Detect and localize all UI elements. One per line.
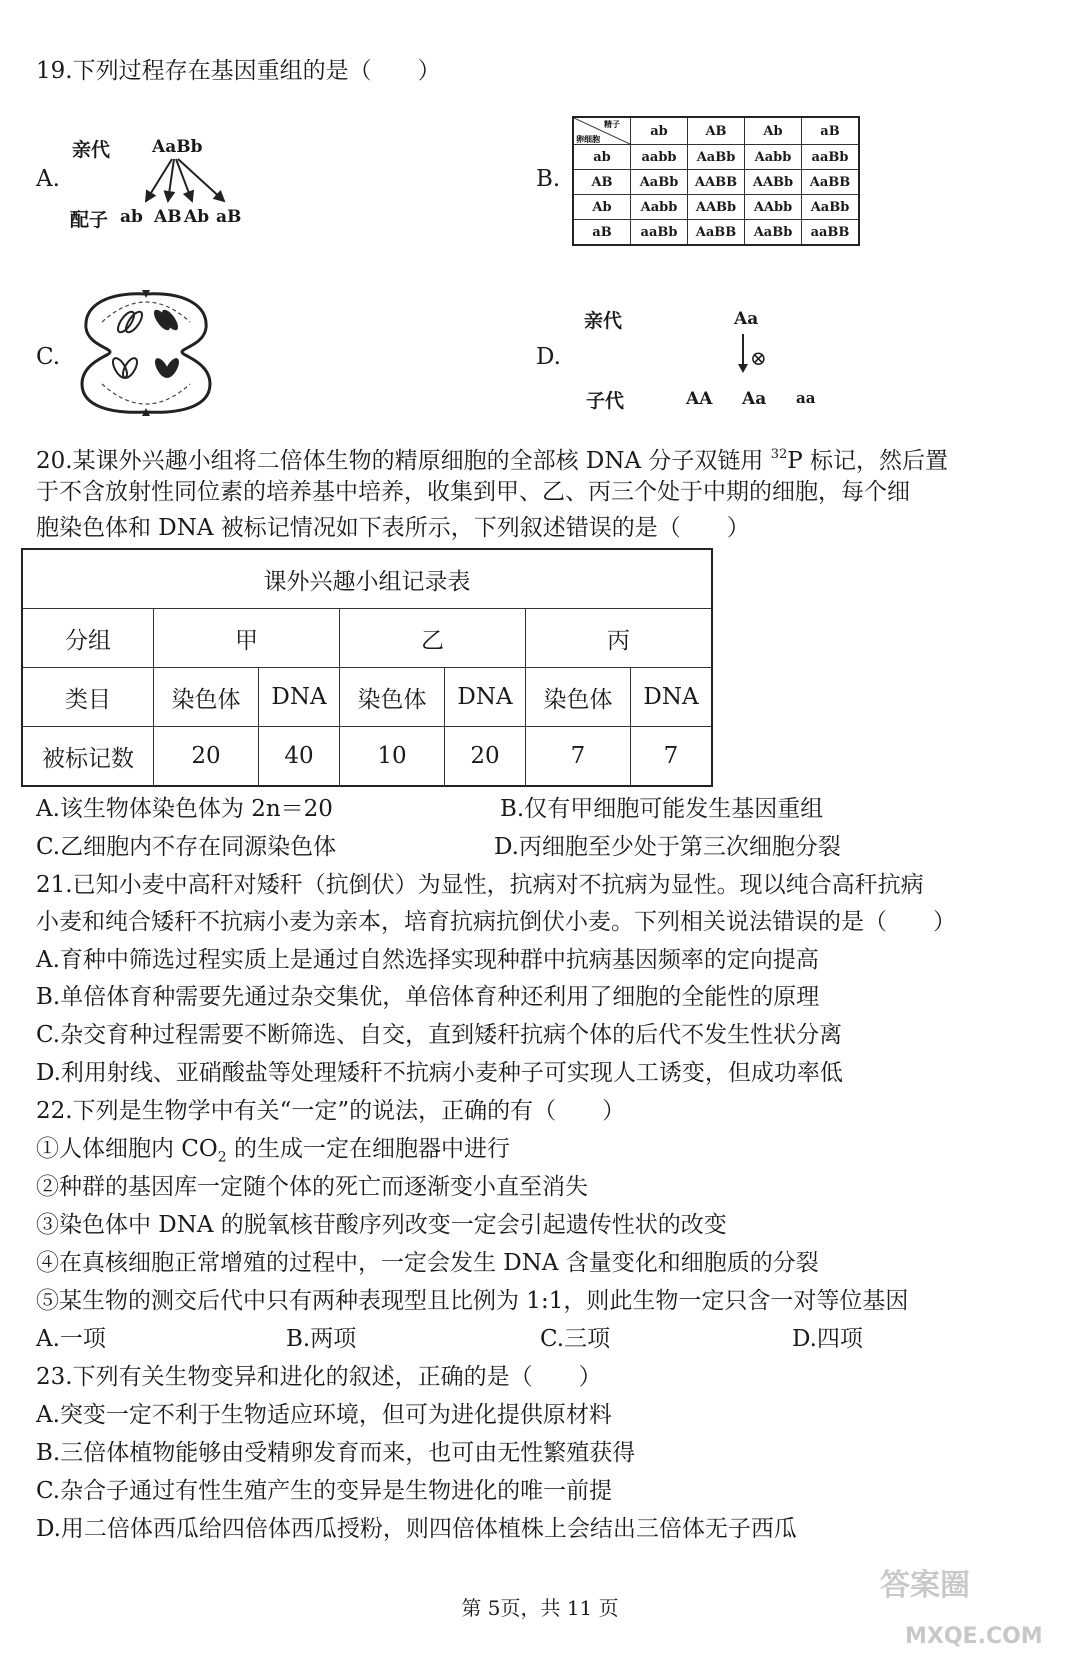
q23-stem: 23.下列有关生物变异和进化的叙述，正确的是（ ） [36, 1364, 602, 1390]
selfing-icon: ⊗ [750, 346, 767, 370]
q22-stem: 22.下列是生物学中有关“一定”的说法，正确的有（ ） [36, 1098, 626, 1124]
q21-option-c: C.杂交育种过程需要不断筛选、自交，直到矮秆抗病个体的后代不发生性状分离 [36, 1022, 843, 1048]
q22-statement-4: ④在真核细胞正常增殖的过程中，一定会发生 DNA 含量变化和细胞质的分裂 [36, 1250, 819, 1276]
watermark-logo: 答案圈 [880, 1568, 970, 1603]
count-cell: 10 [340, 727, 445, 787]
q23-option-c: C.杂合子通过有性生殖产生的变异是生物进化的唯一前提 [36, 1478, 613, 1504]
item-header: DNA [445, 668, 526, 727]
q19-option-c-label: C. [36, 344, 61, 370]
group-header: 乙 [340, 609, 526, 668]
item-header: 染色体 [154, 668, 259, 727]
d-offspring-label: 子代 [586, 390, 625, 412]
col-header: ab [631, 117, 688, 145]
q21-option-b: B.单倍体育种需要先通过杂交集优，单倍体育种还利用了细胞的全能性的原理 [36, 984, 820, 1010]
q20-stem-line2: 于不含放射性同位素的培养基中培养，收集到甲、乙、丙三个处于中期的细胞，每个细 [36, 479, 910, 505]
q22-option-b: B.两项 [286, 1326, 357, 1352]
cell: aaBb [631, 220, 688, 246]
gamete-1: ab [120, 207, 143, 227]
cell: AaBB [802, 170, 860, 195]
cell: AABB [688, 170, 745, 195]
q19-option-b-label: B. [536, 166, 561, 192]
q21-stem-line2: 小麦和纯合矮秆不抗病小麦为亲本，培育抗病抗倒伏小麦。下列相关说法错误的是（ ） [36, 909, 956, 935]
cell: aaBB [802, 220, 860, 246]
row-header: aB [573, 220, 631, 246]
cell: aabb [631, 145, 688, 170]
cell: AAbb [745, 195, 802, 220]
watermark-site: MXQE.COM [905, 1624, 1043, 1649]
record-table-title: 课外兴趣小组记录表 [22, 549, 712, 609]
q20-option-b: B.仅有甲细胞可能发生基因重组 [500, 796, 824, 822]
punnett-table [572, 116, 860, 246]
gamete-4: aB [216, 207, 242, 227]
cell: Aabb [631, 195, 688, 220]
q22-statement-2: ②种群的基因库一定随个体的死亡而逐渐变小直至消失 [36, 1174, 588, 1200]
gamete-2: AB [154, 207, 182, 227]
cell: Aabb [745, 145, 802, 170]
q20-option-a: A.该生物体染色体为 2n＝20 [36, 796, 333, 822]
q19-option-a-label: A. [36, 166, 60, 192]
q21-option-a: A.育种中筛选过程实质上是通过自然选择实现种群中抗病基因频率的定向提高 [36, 947, 819, 973]
d-parent-label: 亲代 [584, 310, 623, 332]
gamete-3: Ab [184, 207, 210, 227]
item-header: 染色体 [340, 668, 445, 727]
group-header: 丙 [526, 609, 713, 668]
gamete-label: 配子 [70, 209, 109, 231]
count-cell: 7 [631, 727, 713, 787]
cell: AaBB [688, 220, 745, 246]
q22-option-d: D.四项 [792, 1326, 863, 1352]
col-header: AB [688, 117, 745, 145]
q19-stem: 19.下列过程存在基因重组的是（ ） [36, 58, 441, 84]
item-header: DNA [631, 668, 713, 727]
item-label: 类目 [22, 668, 154, 727]
cell: AABb [688, 195, 745, 220]
cell: AaBb [802, 195, 860, 220]
corner-top-text: 精子 [604, 119, 620, 129]
parent-genotype: AaBb [152, 137, 203, 157]
cell-division-figure [76, 288, 216, 418]
offspring-2: Aa [742, 389, 767, 409]
row-header: ab [573, 145, 631, 170]
q20-stem-line1: 20.某课外兴趣小组将二倍体生物的精原细胞的全部核 DNA 分子双链用 $^{32}$P 标记，然后置 [36, 447, 949, 474]
count-cell: 40 [259, 727, 340, 787]
q19-option-d-label: D. [536, 344, 561, 370]
punnett-corner [573, 117, 631, 145]
q21-option-d: D.利用射线、亚硝酸盐等处理矮秆不抗病小麦种子可实现人工诱变，但成功率低 [36, 1060, 843, 1086]
group-header: 甲 [154, 609, 340, 668]
cell: AaBb [631, 170, 688, 195]
d-parent-genotype: Aa [734, 309, 759, 329]
q22-statement-5: ⑤某生物的测交后代中只有两种表现型且比例为 1:1，则此生物一定只含一对等位基因 [36, 1288, 909, 1314]
cell: AABb [745, 170, 802, 195]
offspring-3: aa [796, 389, 816, 407]
q22-statement-3: ③染色体中 DNA 的脱氧核苷酸序列改变一定会引起遗传性状的改变 [36, 1212, 727, 1238]
q23-option-b: B.三倍体植物能够由受精卵发育而来，也可由无性繁殖获得 [36, 1440, 636, 1466]
down-arrow-icon [736, 334, 750, 374]
count-cell: 7 [526, 727, 631, 787]
corner-bottom-text: 卵细胞 [576, 134, 600, 144]
item-header: DNA [259, 668, 340, 727]
q21-stem-line1: 21.已知小麦中高秆对矮秆（抗倒伏）为显性，抗病对不抗病为显性。现以纯合高秆抗病 [36, 872, 924, 898]
row-header: AB [573, 170, 631, 195]
q22-statement-1: ①人体细胞内 $CO_2$ 的生成一定在细胞器中进行 [36, 1136, 510, 1166]
cell: AaBb [745, 220, 802, 246]
q19-figure-a [36, 135, 296, 255]
col-header: aB [802, 117, 860, 145]
gamete-arrows [132, 157, 242, 205]
item-header: 染色体 [526, 668, 631, 727]
count-cell: 20 [445, 727, 526, 787]
q20-option-d: D.丙细胞至少处于第三次细胞分裂 [494, 834, 841, 860]
q23-option-a: A.突变一定不利于生物适应环境，但可为进化提供原材料 [36, 1402, 612, 1428]
q23-option-d: D.用二倍体西瓜给四倍体西瓜授粉，则四倍体植株上会结出三倍体无子西瓜 [36, 1516, 797, 1542]
parent-label: 亲代 [72, 139, 111, 161]
cell: AaBb [688, 145, 745, 170]
count-label: 被标记数 [22, 727, 154, 787]
row-header: Ab [573, 195, 631, 220]
count-cell: 20 [154, 727, 259, 787]
record-table [21, 548, 713, 787]
group-label: 分组 [22, 609, 154, 668]
cell: aaBb [802, 145, 860, 170]
q22-option-a: A.一项 [36, 1326, 106, 1352]
q20-option-c: C.乙细胞内不存在同源染色体 [36, 834, 337, 860]
page-footer: 第 5页，共 11 页 [461, 1596, 619, 1620]
offspring-1: AA [686, 389, 713, 409]
q22-option-c: C.三项 [540, 1326, 611, 1352]
col-header: Ab [745, 117, 802, 145]
q20-stem-line3: 胞染色体和 DNA 被标记情况如下表所示，下列叙述错误的是（ ） [36, 515, 750, 541]
